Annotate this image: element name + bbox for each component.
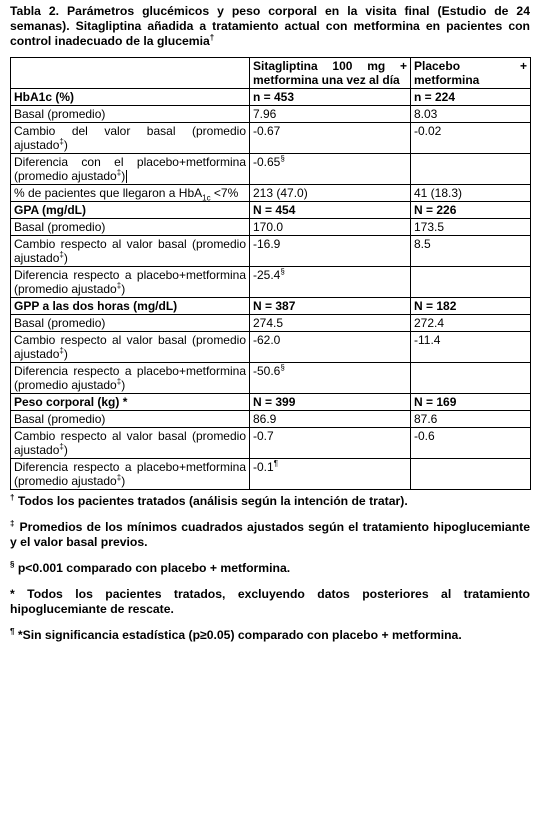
sitagliptina-value: 170.0 <box>253 220 284 235</box>
row-label-cell <box>11 236 250 267</box>
row-label: Cambio respecto al valor basal (promedio ajustado <box>14 333 246 362</box>
footnote-text: *Sin significancia estadística (p≥0.05) comparado con placebo + metformina. <box>14 628 462 643</box>
row-label: Basal (promedio) <box>14 412 106 427</box>
placebo-value: 8.03 <box>414 107 438 121</box>
row-label-end: ) <box>121 169 126 183</box>
table-caption <box>10 4 530 49</box>
sitagliptina-value-cell <box>250 315 411 332</box>
row-label-end: ) <box>63 347 68 362</box>
row-label-cell <box>11 185 250 202</box>
section-n-placebo: N = 182 <box>411 298 531 315</box>
row-label-end: ) <box>63 251 68 266</box>
sitagliptina-value-cell <box>250 154 411 185</box>
placebo-value-cell <box>411 267 531 298</box>
header-placebo: Placebo + metformina <box>411 58 531 89</box>
sitagliptina-value: -0.67 <box>253 124 281 138</box>
section-n-sitagliptina: n = 453 <box>250 89 411 106</box>
placebo-value-cell <box>411 185 531 202</box>
placebo-value: -11.4 <box>414 333 441 348</box>
placebo-value: 173.5 <box>414 220 445 235</box>
row-label-cell <box>11 459 250 490</box>
table-row <box>11 332 531 363</box>
sitagliptina-value-cell <box>250 185 411 202</box>
sitagliptina-value: -25.4 <box>253 268 281 283</box>
placebo-value-cell <box>411 411 531 428</box>
row-label-footnote-mark: ‡ <box>59 250 64 260</box>
caption-text: Tabla 2. Parámetros glucémicos y peso corporal en la visita final (Estudio de 24 semanas). Sitagliptina añadida a tratamiento actual con metformina en pacientes con control inadecuado de la glucemia <box>10 4 530 48</box>
sitagliptina-value-cell <box>250 106 411 123</box>
table-row <box>11 236 531 267</box>
sitagliptina-value-cell <box>250 267 411 298</box>
row-label: Basal (promedio) <box>14 220 106 235</box>
placebo-value: 8.5 <box>414 237 431 252</box>
row-label-end: ) <box>63 138 68 152</box>
row-label-footnote-mark: ‡ <box>116 473 122 483</box>
table-row <box>11 106 531 123</box>
row-label: Diferencia respecto a placebo+metformina (promedio ajustado <box>14 364 246 393</box>
sitagliptina-value: 213 (47.0) <box>253 186 308 201</box>
sitagliptina-value-cell <box>250 236 411 267</box>
section-title: HbA1c (%) <box>11 89 250 106</box>
row-label-cell <box>11 154 250 185</box>
placebo-value-cell <box>411 459 531 490</box>
row-label-subscript: 1c <box>202 193 211 203</box>
row-label-footnote-mark: ‡ <box>59 137 64 146</box>
row-label-cell <box>11 315 250 332</box>
section-n-sitagliptina: N = 454 <box>250 202 411 219</box>
value-footnote-mark: ¶ <box>273 459 278 469</box>
row-label: Cambio respecto al valor basal (promedio ajustado <box>14 429 246 458</box>
row-label-footnote-mark: ‡ <box>59 442 64 452</box>
footnotes <box>10 494 530 643</box>
footnote-text: * Todos los pacientes tratados, excluyendo datos posteriores al tratamiento hipoglucemiante de rescate. <box>10 587 530 617</box>
sitagliptina-value: 274.5 <box>253 316 284 331</box>
section-header-row <box>11 394 531 411</box>
section-title: GPA (mg/dL) <box>11 202 250 219</box>
sitagliptina-value: 86.9 <box>253 412 277 427</box>
placebo-value-cell <box>411 332 531 363</box>
footnote-mark: ‡ <box>10 519 16 529</box>
placebo-value: 41 (18.3) <box>414 186 463 201</box>
section-n-sitagliptina: N = 399 <box>250 394 411 411</box>
text-cursor <box>126 170 127 183</box>
value-footnote-mark: § <box>280 154 285 163</box>
row-label: Diferencia respecto a placebo+metformina (promedio ajustado <box>14 268 246 297</box>
sitagliptina-value-cell <box>250 459 411 490</box>
row-label: Basal (promedio) <box>14 316 106 331</box>
value-footnote-mark: § <box>280 363 285 373</box>
placebo-value-cell <box>411 154 531 185</box>
document-page <box>10 4 530 654</box>
header-sitagliptina: Sitagliptina 100 mg + metformina una vez al día <box>250 58 411 89</box>
row-label-cell <box>11 267 250 298</box>
sitagliptina-value-cell <box>250 219 411 236</box>
placebo-value: 272.4 <box>414 316 445 331</box>
section-header-row <box>11 89 531 106</box>
placebo-value-cell <box>411 315 531 332</box>
section-title: GPP a las dos horas (mg/dL) <box>11 298 250 315</box>
footnote-text: Promedios de los mínimos cuadrados ajustados según el tratamiento hipoglucemiante y el valor basal previos. <box>10 520 530 550</box>
footnote <box>10 628 530 643</box>
placebo-value-cell <box>411 123 531 154</box>
footnote <box>10 520 530 550</box>
footnote <box>10 494 530 509</box>
placebo-value-cell <box>411 219 531 236</box>
row-label-cell <box>11 219 250 236</box>
row-label: Cambio respecto al valor basal (promedio ajustado <box>14 237 246 266</box>
placebo-value: 87.6 <box>414 412 438 427</box>
sitagliptina-value-cell <box>250 332 411 363</box>
row-label-footnote-mark: ‡ <box>116 281 122 291</box>
sitagliptina-value: 7.96 <box>253 107 277 121</box>
caption-mark: † <box>209 32 215 42</box>
footnote <box>10 561 530 576</box>
table-row <box>11 154 531 185</box>
placebo-value-cell <box>411 106 531 123</box>
footnote-mark: ¶ <box>10 627 15 637</box>
row-label-end: <7% <box>210 186 239 201</box>
table-row <box>11 123 531 154</box>
footnote-mark: † <box>10 493 15 503</box>
section-header-row <box>11 298 531 315</box>
row-label-end: ) <box>63 443 68 458</box>
row-label-cell <box>11 428 250 459</box>
table-row <box>11 185 531 202</box>
row-label: Diferencia respecto a placebo+metformina (promedio ajustado <box>14 460 246 489</box>
sitagliptina-value-cell <box>250 363 411 394</box>
sitagliptina-value: -0.7 <box>253 429 274 444</box>
footnote <box>10 587 530 617</box>
footnote-text: p<0.001 comparado con placebo + metformina. <box>14 561 291 576</box>
row-label: % de pacientes que llegaron a HbA <box>14 186 203 201</box>
row-label-end: ) <box>121 378 126 393</box>
row-label-footnote-mark: ‡ <box>116 377 122 387</box>
table-row <box>11 267 531 298</box>
row-label: Cambio del valor basal (promedio ajustado <box>14 124 246 152</box>
sitagliptina-value: -0.1 <box>253 460 274 475</box>
section-n-placebo: N = 169 <box>411 394 531 411</box>
row-label-footnote-mark: ‡ <box>116 168 122 177</box>
row-label-cell <box>11 332 250 363</box>
section-n-sitagliptina: N = 387 <box>250 298 411 315</box>
table-row <box>11 459 531 490</box>
value-footnote-mark: § <box>280 267 285 277</box>
placebo-value: -0.02 <box>414 124 442 138</box>
section-n-placebo: N = 226 <box>411 202 531 219</box>
section-n-placebo: n = 224 <box>411 89 531 106</box>
sitagliptina-value: -0.65 <box>253 155 281 169</box>
row-label: Diferencia con el placebo+metformina (promedio ajustado <box>14 155 246 183</box>
results-table <box>10 57 531 490</box>
header-empty-cell <box>11 58 250 89</box>
table-row <box>11 219 531 236</box>
row-label-end: ) <box>121 474 126 489</box>
table-header-row <box>11 58 531 89</box>
placebo-value-cell <box>411 236 531 267</box>
row-label-cell <box>11 123 250 154</box>
sitagliptina-value: -16.9 <box>253 237 281 252</box>
sitagliptina-value: -62.0 <box>253 333 281 348</box>
table-row <box>11 428 531 459</box>
placebo-value: -0.6 <box>414 429 435 444</box>
sitagliptina-value-cell <box>250 411 411 428</box>
row-label-end: ) <box>121 282 126 297</box>
footnote-text: Todos los pacientes tratados (análisis según la intención de tratar). <box>14 494 408 509</box>
sitagliptina-value-cell <box>250 123 411 154</box>
table-row <box>11 411 531 428</box>
row-label-cell <box>11 106 250 123</box>
row-label-footnote-mark: ‡ <box>59 346 64 356</box>
row-label-cell <box>11 411 250 428</box>
footnote-mark: § <box>10 560 15 570</box>
sitagliptina-value: -50.6 <box>253 364 281 379</box>
placebo-value-cell <box>411 428 531 459</box>
section-header-row <box>11 202 531 219</box>
row-label: Basal (promedio) <box>14 107 106 121</box>
row-label-cell <box>11 363 250 394</box>
section-title: Peso corporal (kg) * <box>11 394 250 411</box>
table-row <box>11 363 531 394</box>
sitagliptina-value-cell <box>250 428 411 459</box>
placebo-value-cell <box>411 363 531 394</box>
table-row <box>11 315 531 332</box>
